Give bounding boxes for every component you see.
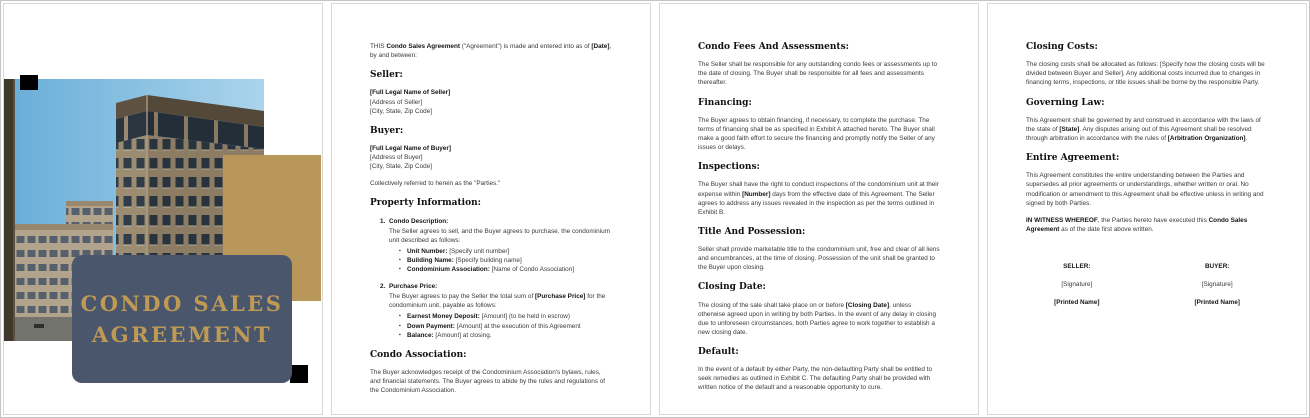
section-heading: Seller: [370, 70, 403, 81]
bullet-text: Unit Number: [Specify unit number] [407, 247, 510, 255]
bullet-item [380, 247, 612, 256]
cover-accent-square-bottom [290, 365, 308, 383]
bullet-item [380, 256, 612, 265]
bullet-text: Building Name: [Specify building name] [407, 256, 522, 264]
bullet-marker: ▪ [399, 322, 401, 329]
list-title: Condo Description: [389, 217, 449, 225]
bullet-item [380, 331, 612, 340]
section-heading: Condo Fees And Assessments: [698, 42, 849, 52]
list-item [370, 282, 612, 340]
bullet-marker: ▪ [399, 256, 401, 263]
list-item-body: The Buyer agrees to pay the Seller the total sum of [Purchase Price] for the condominium unit, payable as follows: [389, 293, 606, 310]
paragraph: This Agreement shall be governed by and construed in accordance with the laws of the state of [State]. Any disputes arising out of this Agreement shall be resolved through arbitration in accordance with the rules of [Arbitration Organization]. [1026, 116, 1261, 142]
bullet-marker: ▪ [399, 266, 401, 273]
cover-accent-square-top [20, 75, 38, 90]
section-heading: Default: [698, 346, 739, 357]
bullet-item [380, 322, 612, 331]
page-3[interactable] [659, 3, 979, 415]
paragraph: THIS Condo Sales Agreement ("Agreement") is made and entered into as of [Date], by and between: [370, 43, 612, 60]
paragraph: The closing of the sale shall take place on or before [Closing Date], unless otherwise agreed upon in writing by both Parties. In the event of any delay in closing due to unforeseen circumstances, both Parties agree to work together to establish a new closing date. [698, 301, 937, 336]
bullet-marker: ▪ [399, 313, 401, 320]
list-item-title [380, 282, 612, 291]
signature-column [1026, 262, 1128, 307]
bullet-marker: ▪ [399, 331, 401, 338]
paragraph: In the event of a default by either Party, the non-defaulting Party shall be entitled to seek remedies as outlined in Exhibit C. The defaulting Party shall be provided with written notice of the default and a reasonable opportunity to cure. [698, 366, 932, 392]
paragraph: The Seller shall be responsible for any outstanding condo fees or assessments up to the date of closing. The Buyer shall be responsible for all fees and assessments thereafter. [698, 61, 938, 87]
printed-name-line: [Printed Name] [1054, 299, 1100, 307]
bullet-text: Earnest Money Deposit: [Amount] (to be held in escrow) [407, 313, 571, 321]
signature-party-label: SELLER: [1063, 262, 1091, 270]
section-heading: Financing: [698, 97, 752, 108]
signature-line: [Signature] [1201, 280, 1233, 288]
cover-title-line: CONDO SALES [80, 290, 284, 316]
bullet-item [380, 312, 612, 321]
cover-page[interactable] [3, 3, 323, 415]
bullet-text: Down Payment: [Amount] at the execution of this Agreement [407, 322, 581, 330]
list-item-body: The Seller agrees to sell, and the Buyer agrees to purchase, the condominium unit described as follows: [389, 227, 610, 244]
signature-party-label: BUYER: [1204, 262, 1230, 270]
paragraph: IN WITNESS WHEREOF, the Parties hereto have executed this Condo Sales Agreement as of the date first above written. [1026, 216, 1248, 233]
page-4[interactable] [987, 3, 1307, 415]
signature-line: [Signature] [1061, 280, 1093, 288]
paragraph: This Agreement constitutes the entire understanding between the Parties and supersedes all prior agreements or understandings, whether written or oral. No modification or amendment to this Agreement shall be effective unless in writing and signed by both Parties. [1026, 172, 1264, 207]
paragraph: Seller shall provide marketable title to the condominium unit, free and clear of all liens and encumbrances, at the time of closing. Possession of the unit shall be granted to the Buyer upon closing. [698, 246, 940, 272]
signature-column [1166, 262, 1268, 307]
bullet-text: Condominium Association: [Name of Condo Association] [407, 266, 575, 274]
section-heading: Closing Date: [698, 282, 766, 293]
section-heading: Inspections: [698, 162, 760, 173]
paragraph: [Full Legal Name of Seller] [Address of Seller] [City, State, Zip Code] [370, 89, 451, 115]
paragraph: Collectively referred to herein as the "Parties." [370, 180, 501, 188]
paragraph: The Buyer shall have the right to conduct inspections of the condominium unit at their expense within [Number] days from the effective date of this Agreement. The Seller agrees to address any issues revealed in the inspection as per the terms outlined in Exhibit B. [698, 181, 939, 216]
paragraph: The closing costs shall be allocated as follows: [Specify how the closing costs will be divided between Buyer and Seller]. Any additional costs incurred due to changes in financing terms, inspections, or title issues shall be borne by the responsible Party. [1026, 61, 1265, 87]
printed-name-line: [Printed Name] [1194, 299, 1240, 307]
section-heading: Entire Agreement: [1026, 153, 1120, 164]
list-number: 2. [380, 283, 386, 291]
section-heading: Property Information: [370, 198, 481, 209]
section-heading: Governing Law: [1026, 97, 1105, 108]
paragraph: The Buyer acknowledges receipt of the Condominium Association's bylaws, rules, and financial statements. The Buyer agrees to abide by the rules and regulations of the Condominium Association. [370, 368, 606, 395]
cover-title-line: AGREEMENT [91, 322, 273, 347]
section-heading: Buyer: [370, 125, 404, 136]
list-number: 1. [380, 217, 386, 225]
section-heading: Title And Possession: [698, 226, 806, 237]
section-heading: Closing Costs: [1026, 42, 1098, 52]
page-2[interactable] [331, 3, 651, 415]
list-title: Purchase Price: [389, 283, 438, 291]
cover-title-panel [72, 255, 292, 383]
bullet-item [380, 265, 612, 274]
paragraph: [Full Legal Name of Buyer] [Address of Buyer] [City, State, Zip Code] [370, 144, 451, 171]
list-item [370, 217, 612, 275]
numbered-list [370, 217, 612, 340]
bullet-marker: ▪ [399, 247, 401, 254]
signature-block [1026, 262, 1268, 307]
section-heading: Condo Association: [370, 349, 467, 360]
bullet-text: Balance: [Amount] at closing. [407, 331, 492, 339]
paragraph: The Buyer agrees to obtain financing, if necessary, to complete the purchase. The terms of financing shall be as specified in Exhibit A attached hereto. The Buyer shall make a good faith effort to secure the financing and promptly notify the Seller of any issues or delays. [698, 116, 935, 152]
list-item-title [380, 217, 612, 226]
